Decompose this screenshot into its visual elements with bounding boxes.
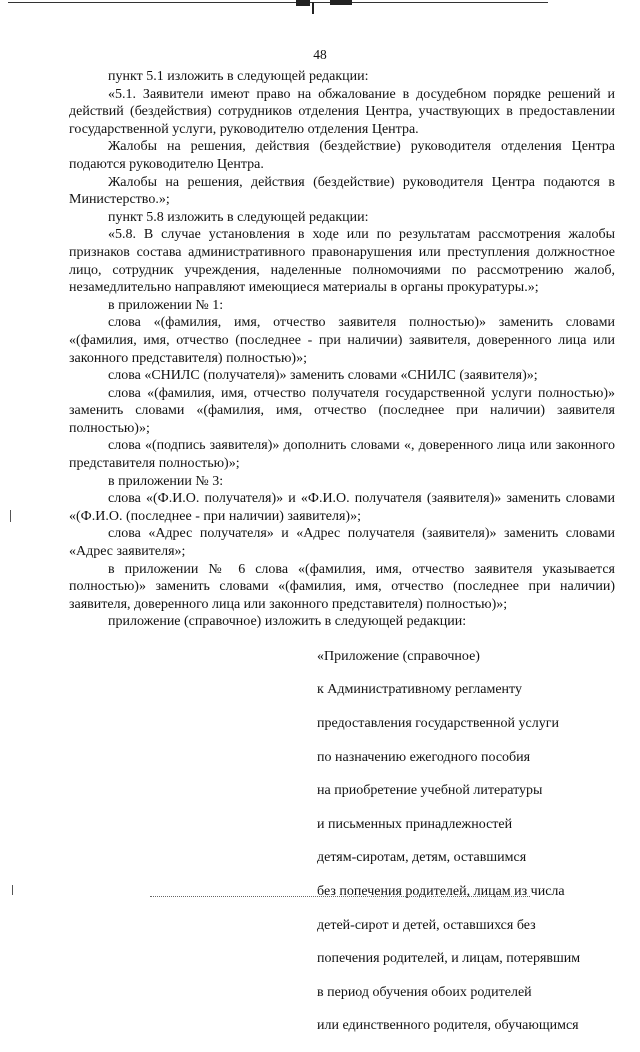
appendix-line: и письменных принадлежностей: [317, 816, 513, 832]
appendix-line: попечения родителей, и лицам, потерявшим: [317, 951, 581, 967]
paragraph: слова «(Ф.И.О. получателя)» и «Ф.И.О. получателя (заявителя)» заменить словами «(Ф.И.О. (последнее - при наличии) заявителя)»;: [69, 491, 615, 524]
paragraph: приложение (справочное) изложить в следующей редакции:: [108, 614, 467, 630]
paragraph: слова «(фамилия, имя, отчество получателя государственной услуги полностью)» заменить словами «(фамилия, имя, отчество (последнее при наличии) заявителя полностью)»;: [69, 385, 615, 436]
paragraph: Жалобы на решения, действия (бездействие) руководителя отделения Центра подаются руководителю Центра.: [69, 139, 615, 172]
paragraph: слова «(фамилия, имя, отчество заявителя полностью)» заменить словами «(фамилия, имя, отчество (последнее - при наличии) заявителя, доверенного лица или законного представителя) полностью)»;: [69, 315, 615, 366]
scan-artifact-top: [312, 2, 314, 14]
paragraph: пункт 5.1 изложить в следующей редакции:: [108, 69, 369, 84]
appendix-heading-block: [317, 632, 617, 1052]
appendix-line: к Административному регламенту: [317, 682, 522, 698]
scan-artifact-top: [296, 0, 310, 6]
paragraph: слова «СНИЛС (получателя)» заменить словами «СНИЛС (заявителя)»;: [108, 368, 538, 384]
margin-tick: [12, 885, 13, 895]
appendix-line: по назначению ежегодного пособия: [317, 749, 531, 765]
paragraph: в приложении № 1:: [108, 297, 224, 313]
page-number: 48: [313, 47, 327, 62]
appendix-line: без попечения родителей, лицам из числа: [317, 883, 565, 899]
appendix-line: детей-сирот и детей, оставшихся без: [317, 917, 536, 933]
appendix-line: предоставления государственной услуги: [317, 715, 559, 731]
appendix-line: в период обучения обоих родителей: [317, 984, 532, 1000]
paragraph: пункт 5.8 изложить в следующей редакции:: [108, 209, 369, 225]
scan-top-edge: [8, 2, 548, 6]
appendix-line: или единственного родителя, обучающимся: [317, 1018, 579, 1034]
paragraph: слова «Адрес получателя» и «Адрес получателя (заявителя)» заменить словами «Адрес заявителя»;: [69, 526, 615, 560]
paragraph: «5.8. В случае установления в ходе или по результатам рассмотрения жалобы признаков состава административного правонарушения или преступления должностное лицо, сотрудник учреждения, наделенные полномочиями по рассмотрению жалоб, незамедлительно направляют имеющиеся материалы в органы прокуратуры.»;: [69, 227, 615, 296]
appendix-line: «Приложение (справочное): [317, 648, 480, 664]
paragraph: Жалобы на решения, действия (бездействие) руководителя Центра подаются в Министерство.»;: [69, 174, 615, 208]
paragraph: в приложении № 3:: [108, 473, 224, 489]
margin-tick: [10, 510, 11, 522]
appendix-line: детям-сиротам, детям, оставшимся: [317, 850, 527, 866]
appendix-line: на приобретение учебной литературы: [317, 783, 543, 799]
scan-artifact-top: [330, 0, 352, 5]
paragraph: в приложении № 6 слова «(фамилия, имя, отчество заявителя указывается полностью)» заменить словами «(фамилия, имя, отчество (последнее при наличии) заявителя, доверенного лица или законного представителя) полностью)»;: [69, 561, 615, 612]
paragraph: «5.1. Заявители имеют право на обжалование в досудебном порядке решений и действий (бездействия) сотрудников отделения Центра, участвующих в предоставлении государственной услуги, руководителю отделения Центра.: [69, 86, 615, 137]
document-body: [69, 68, 615, 631]
paragraph: слова «(подпись заявителя)» дополнить словами «, доверенного лица или законного представителя полностью)»;: [69, 438, 615, 472]
